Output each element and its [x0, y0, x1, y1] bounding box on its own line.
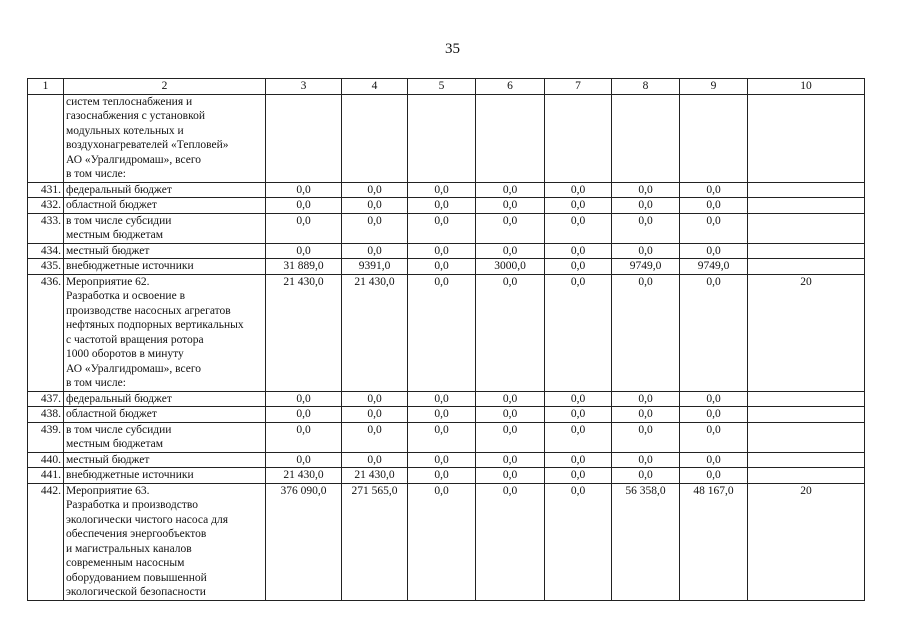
row-number: 434.	[28, 243, 64, 259]
row-description	[64, 422, 266, 452]
row-number: 432.	[28, 198, 64, 214]
value-col-3	[266, 94, 342, 182]
description-line: местный бюджет	[66, 244, 150, 257]
value-col-7: 0,0	[545, 468, 612, 484]
value-col-4: 271 565,0	[342, 483, 408, 600]
value-col-9: 0,0	[680, 182, 748, 198]
value-col-9: 9749,0	[680, 259, 748, 275]
row-number: 438.	[28, 407, 64, 423]
value-col-5: 0,0	[408, 452, 476, 468]
value-col-6: 0,0	[476, 422, 545, 452]
value-col-3: 0,0	[266, 391, 342, 407]
description-line: федеральный бюджет	[66, 392, 172, 405]
value-col-6: 0,0	[476, 483, 545, 600]
row-description	[64, 94, 266, 182]
description-line: областной бюджет	[66, 408, 157, 420]
value-col-7: 0,0	[545, 198, 612, 214]
table-row	[28, 422, 865, 452]
value-col-6: 0,0	[476, 452, 545, 468]
description-line: и магистральных каналов	[66, 542, 192, 555]
column-header-6: 6	[476, 79, 545, 95]
value-col-5: 0,0	[408, 213, 476, 243]
description-line: внебюджетные источники	[66, 260, 194, 272]
table-row	[28, 407, 865, 423]
row-description	[64, 452, 266, 468]
description-line: местным бюджетам	[66, 438, 163, 450]
value-col-10: 20	[748, 483, 865, 600]
value-col-10	[748, 407, 865, 423]
value-col-6	[476, 94, 545, 182]
description-line: в том числе субсидии	[66, 214, 172, 227]
value-col-4: 21 430,0	[342, 274, 408, 391]
value-col-4: 21 430,0	[342, 468, 408, 484]
value-col-7: 0,0	[545, 483, 612, 600]
description-line: с частотой вращения ротора	[66, 333, 204, 346]
description-line: модульных котельных и	[66, 124, 184, 137]
table-row	[28, 243, 865, 259]
table-row	[28, 259, 865, 275]
row-description	[64, 468, 266, 484]
value-col-8: 9749,0	[612, 259, 680, 275]
description-line: внебюджетные источники	[66, 469, 194, 481]
value-col-10	[748, 213, 865, 243]
value-col-4: 0,0	[342, 243, 408, 259]
description-line: в том числе:	[66, 377, 126, 389]
value-col-8: 0,0	[612, 452, 680, 468]
value-col-9	[680, 94, 748, 182]
description-line: экологически чистого насоса для	[66, 513, 229, 526]
value-col-4: 0,0	[342, 182, 408, 198]
description-line: АО «Уралгидромаш», всего	[66, 153, 202, 166]
value-col-3: 0,0	[266, 407, 342, 423]
value-col-8: 0,0	[612, 274, 680, 391]
header-row	[28, 79, 865, 95]
value-col-10: 20	[748, 274, 865, 391]
value-col-7: 0,0	[545, 407, 612, 423]
column-header-4: 4	[342, 79, 408, 95]
description-line: оборудованием повышенной	[66, 571, 207, 584]
value-col-7: 0,0	[545, 243, 612, 259]
value-col-7: 0,0	[545, 452, 612, 468]
budget-table	[27, 78, 865, 601]
value-col-5: 0,0	[408, 468, 476, 484]
value-col-4: 0,0	[342, 198, 408, 214]
value-col-3: 31 889,0	[266, 259, 342, 275]
value-col-7: 0,0	[545, 182, 612, 198]
description-line: производстве насосных агрегатов	[66, 304, 231, 317]
description-line: обеспечения энергообъектов	[66, 528, 207, 540]
table-row	[28, 198, 865, 214]
value-col-4: 0,0	[342, 213, 408, 243]
value-col-7: 0,0	[545, 259, 612, 275]
value-col-4: 0,0	[342, 452, 408, 468]
value-col-10	[748, 452, 865, 468]
value-col-6: 0,0	[476, 391, 545, 407]
value-col-9: 0,0	[680, 468, 748, 484]
description-line: в том числе субсидии	[66, 423, 172, 436]
value-col-3: 376 090,0	[266, 483, 342, 600]
value-col-8: 0,0	[612, 243, 680, 259]
value-col-7	[545, 94, 612, 182]
description-line: газоснабжения с установкой	[66, 110, 205, 122]
description-line: местным бюджетам	[66, 229, 163, 241]
value-col-10	[748, 468, 865, 484]
value-col-5: 0,0	[408, 243, 476, 259]
value-col-3: 21 430,0	[266, 468, 342, 484]
page-number: 35	[445, 41, 460, 57]
column-header-2: 2	[64, 79, 266, 95]
row-number: 442.	[28, 483, 64, 600]
value-col-8: 0,0	[612, 213, 680, 243]
value-col-5: 0,0	[408, 259, 476, 275]
value-col-5: 0,0	[408, 198, 476, 214]
column-header-8: 8	[612, 79, 680, 95]
row-number: 441.	[28, 468, 64, 484]
value-col-6: 0,0	[476, 213, 545, 243]
description-line: воздухонагревателей «Тепловей»	[66, 139, 229, 151]
value-col-8: 0,0	[612, 182, 680, 198]
row-number: 435.	[28, 259, 64, 275]
row-number: 431.	[28, 182, 64, 198]
value-col-3: 0,0	[266, 243, 342, 259]
description-line: Мероприятие 62.	[66, 275, 150, 288]
column-header-1: 1	[28, 79, 64, 95]
value-col-8: 0,0	[612, 468, 680, 484]
value-col-9: 0,0	[680, 198, 748, 214]
description-line: Мероприятие 63.	[66, 484, 150, 497]
row-description	[64, 243, 266, 259]
value-col-6: 0,0	[476, 182, 545, 198]
description-line: экологической безопасности	[66, 586, 206, 598]
value-col-5: 0,0	[408, 182, 476, 198]
column-header-10: 10	[748, 79, 865, 95]
description-line: в том числе:	[66, 168, 126, 180]
value-col-6: 0,0	[476, 407, 545, 423]
value-col-10	[748, 391, 865, 407]
description-line: федеральный бюджет	[66, 183, 172, 196]
value-col-8: 56 358,0	[612, 483, 680, 600]
value-col-5	[408, 94, 476, 182]
value-col-7: 0,0	[545, 391, 612, 407]
value-col-3: 0,0	[266, 452, 342, 468]
value-col-3: 0,0	[266, 198, 342, 214]
row-description	[64, 483, 266, 600]
table-row	[28, 391, 865, 407]
value-col-3: 0,0	[266, 422, 342, 452]
value-col-10	[748, 94, 865, 182]
description-line: нефтяных подпорных вертикальных	[66, 319, 244, 331]
value-col-6: 0,0	[476, 243, 545, 259]
table-row	[28, 213, 865, 243]
value-col-10	[748, 422, 865, 452]
row-description	[64, 213, 266, 243]
description-line: Разработка и производство	[66, 499, 198, 511]
row-description	[64, 391, 266, 407]
value-col-10	[748, 182, 865, 198]
description-line: 1000 оборотов в минуту	[66, 348, 184, 360]
description-line: областной бюджет	[66, 199, 157, 211]
value-col-5: 0,0	[408, 274, 476, 391]
table-row	[28, 182, 865, 198]
row-description	[64, 198, 266, 214]
value-col-6: 0,0	[476, 198, 545, 214]
table-row	[28, 468, 865, 484]
value-col-10	[748, 198, 865, 214]
value-col-4: 9391,0	[342, 259, 408, 275]
column-header-7: 7	[545, 79, 612, 95]
value-col-3: 0,0	[266, 213, 342, 243]
description-line: местный бюджет	[66, 453, 150, 466]
row-description	[64, 182, 266, 198]
value-col-5: 0,0	[408, 407, 476, 423]
column-header-5: 5	[408, 79, 476, 95]
value-col-5: 0,0	[408, 483, 476, 600]
value-col-8: 0,0	[612, 407, 680, 423]
value-col-8: 0,0	[612, 422, 680, 452]
table-row	[28, 94, 865, 182]
value-col-7: 0,0	[545, 213, 612, 243]
value-col-9: 0,0	[680, 407, 748, 423]
row-number: 433.	[28, 213, 64, 243]
value-col-8	[612, 94, 680, 182]
value-col-7: 0,0	[545, 422, 612, 452]
table-row	[28, 274, 865, 391]
table-body	[28, 79, 865, 601]
row-number	[28, 94, 64, 182]
value-col-9: 0,0	[680, 213, 748, 243]
row-description	[64, 407, 266, 423]
value-col-5: 0,0	[408, 391, 476, 407]
table-row	[28, 452, 865, 468]
value-col-6: 0,0	[476, 274, 545, 391]
column-header-3: 3	[266, 79, 342, 95]
value-col-3: 21 430,0	[266, 274, 342, 391]
value-col-9: 0,0	[680, 391, 748, 407]
value-col-10	[748, 243, 865, 259]
value-col-4: 0,0	[342, 407, 408, 423]
value-col-5: 0,0	[408, 422, 476, 452]
value-col-9: 0,0	[680, 274, 748, 391]
row-number: 437.	[28, 391, 64, 407]
row-number: 440.	[28, 452, 64, 468]
row-description	[64, 259, 266, 275]
description-line: современным насосным	[66, 557, 185, 569]
value-col-9: 0,0	[680, 243, 748, 259]
row-description	[64, 274, 266, 391]
value-col-6: 0,0	[476, 468, 545, 484]
row-number: 439.	[28, 422, 64, 452]
value-col-4: 0,0	[342, 391, 408, 407]
value-col-9: 0,0	[680, 422, 748, 452]
value-col-7: 0,0	[545, 274, 612, 391]
value-col-10	[748, 259, 865, 275]
value-col-9: 0,0	[680, 452, 748, 468]
value-col-8: 0,0	[612, 391, 680, 407]
value-col-4: 0,0	[342, 422, 408, 452]
description-line: Разработка и освоение в	[66, 290, 185, 302]
value-col-3: 0,0	[266, 182, 342, 198]
description-line: АО «Уралгидромаш», всего	[66, 362, 202, 375]
table-row	[28, 483, 865, 600]
value-col-9: 48 167,0	[680, 483, 748, 600]
value-col-8: 0,0	[612, 198, 680, 214]
value-col-6: 3000,0	[476, 259, 545, 275]
description-line: систем теплоснабжения и	[66, 95, 193, 108]
column-header-9: 9	[680, 79, 748, 95]
value-col-4	[342, 94, 408, 182]
row-number: 436.	[28, 274, 64, 391]
